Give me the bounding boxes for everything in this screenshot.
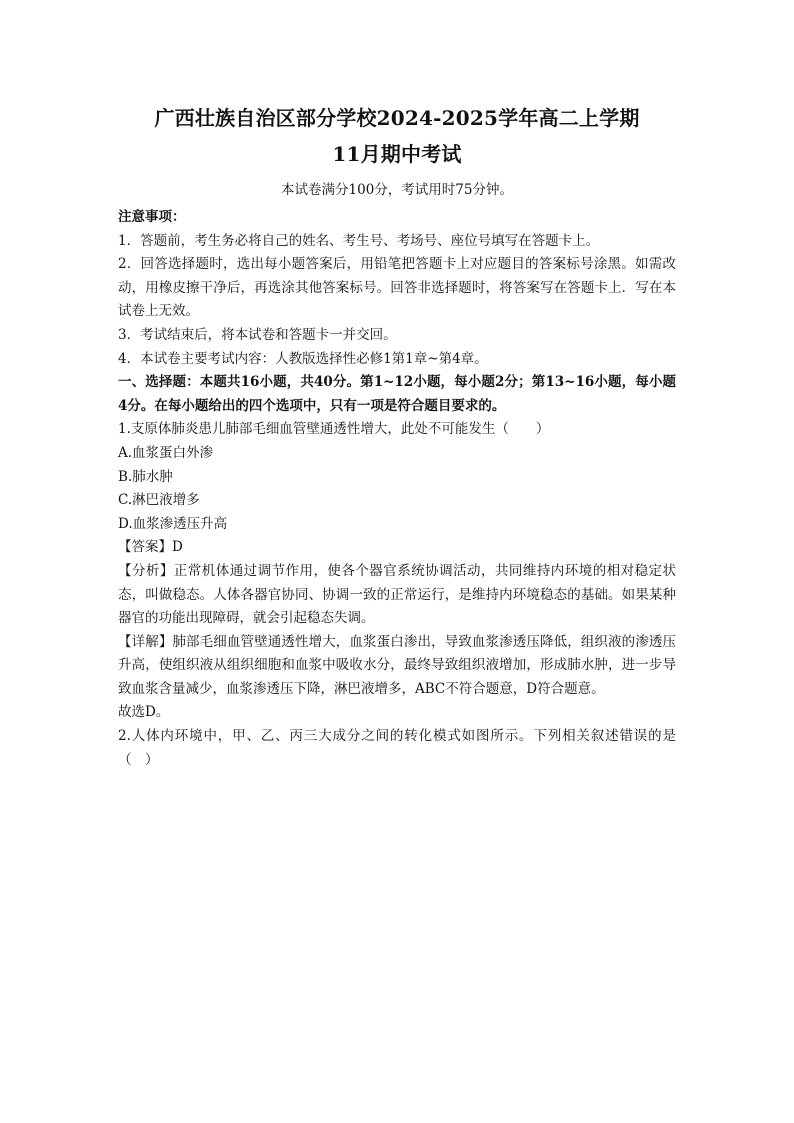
option-b: B.肺水肿 bbox=[118, 468, 173, 485]
question-stem: 2.人体内环境中，甲、乙、丙三大成分之间的转化模式如图所示。下列相关叙述错误的是（ ） bbox=[118, 728, 676, 768]
question-1 bbox=[118, 418, 676, 725]
section-heading: 一、选择题：本题共16小题，共40分。第1~12小题，每小题2分；第13~16小题，每小题4分。在每小题给出的四个选项中，只有一项是符合题目要求的。 bbox=[118, 374, 676, 414]
conclusion-line: 故选D。 bbox=[118, 704, 170, 721]
question-stem: 1.支原体肺炎患儿肺部毛细血管壁通透性增大，此处不可能发生（ ） bbox=[118, 421, 550, 438]
exam-title-line2: 11月期中考试 bbox=[332, 142, 462, 166]
note-item: 4．本试卷主要考试内容：人教版选择性必修1第1章~第4章。 bbox=[118, 350, 488, 367]
note-item: 3．考试结束后，将本试卷和答题卡一并交回。 bbox=[118, 326, 397, 343]
notes-section bbox=[118, 206, 676, 371]
detail-paragraph: 【详解】肺部毛细血管壁通透性增大，血浆蛋白渗出，导致血浆渗透压降低，组织液的渗透压升高，使组织液从组织细胞和血浆中吸收水分，最终导致组织液增加，形成肺水肿，进一步导致血浆含量减少，血浆渗透压下降，淋巴液增多，ABC不符合题意，D符合题意。 bbox=[118, 633, 676, 697]
exam-title-line1: 广西壮族自治区部分学校2024-2025学年高二上学期 bbox=[154, 106, 640, 130]
document-page bbox=[118, 96, 676, 772]
exam-subtitle: 本试卷满分100分，考试用时75分钟。 bbox=[281, 182, 513, 198]
option-a: A.血浆蛋白外渗 bbox=[118, 444, 214, 461]
note-item: 1．答题前，考生务必将自己的姓名、考生号、考场号、座位号填写在答题卡上。 bbox=[118, 232, 600, 249]
question-2 bbox=[118, 725, 676, 772]
option-d: D.血浆渗透压升高 bbox=[118, 515, 228, 532]
notes-heading: 注意事项： bbox=[118, 209, 186, 225]
answer-line: 【答案】D bbox=[118, 539, 183, 556]
note-item: 2．回答选择题时，选出每小题答案后，用铅笔把答题卡上对应题目的答案标号涂黑。如需改动，用橡皮擦干净后，再选涂其他答案标号。回答非选择题时，将答案写在答题卡上．写在本试卷上无效。 bbox=[118, 256, 676, 320]
option-c: C.淋巴液增多 bbox=[118, 492, 200, 509]
analysis-paragraph: 【分析】正常机体通过调节作用，使各个器官系统协调活动，共同维持内环境的相对稳定状态，叫做稳态。人体各器官协同、协调一致的正常运行，是维持内环境稳态的基础。如果某种器官的功能出现障碍，就会引起稳态失调。 bbox=[118, 562, 676, 627]
